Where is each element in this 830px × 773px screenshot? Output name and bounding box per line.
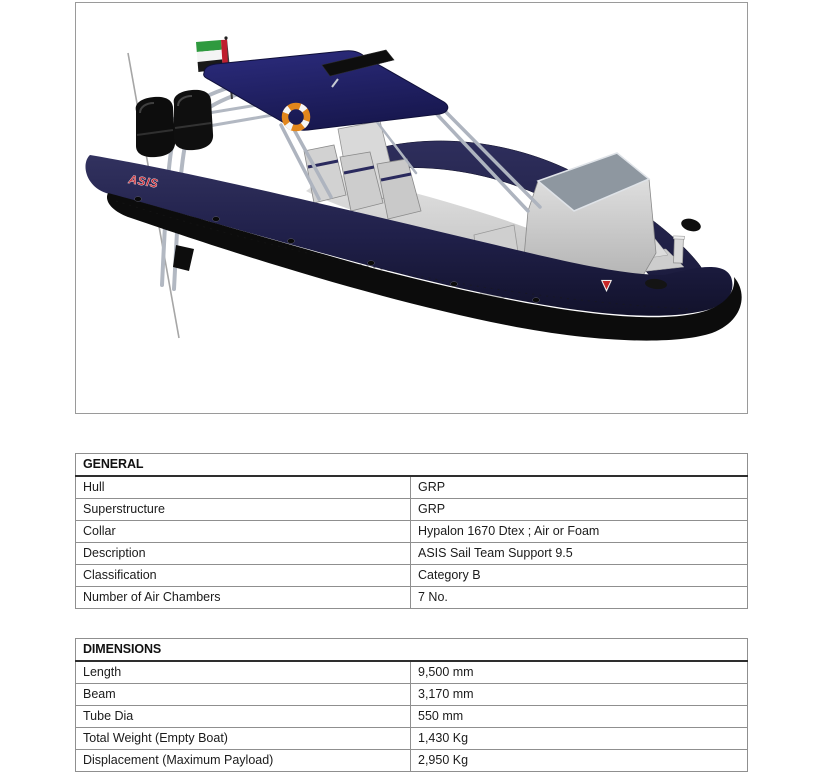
row-value: 1,430 Kg bbox=[411, 728, 748, 750]
row-value: GRP bbox=[411, 476, 748, 499]
t-top-canopy bbox=[204, 50, 448, 130]
row-label: Classification bbox=[76, 565, 411, 587]
table-row bbox=[76, 521, 748, 543]
row-value: ASIS Sail Team Support 9.5 bbox=[411, 543, 748, 565]
row-label: Displacement (Maximum Payload) bbox=[76, 750, 411, 772]
table-row bbox=[76, 476, 748, 499]
row-label: Tube Dia bbox=[76, 706, 411, 728]
outboard-engines bbox=[136, 90, 213, 157]
dimensions-table-title: DIMENSIONS bbox=[76, 639, 748, 662]
table-row bbox=[76, 587, 748, 609]
row-value: 2,950 Kg bbox=[411, 750, 748, 772]
boat-image-frame bbox=[75, 2, 748, 414]
general-table bbox=[75, 453, 748, 609]
row-value: GRP bbox=[411, 499, 748, 521]
row-label: Description bbox=[76, 543, 411, 565]
row-value: Hypalon 1670 Dtex ; Air or Foam bbox=[411, 521, 748, 543]
row-label: Total Weight (Empty Boat) bbox=[76, 728, 411, 750]
table-row bbox=[76, 728, 748, 750]
table-row bbox=[76, 661, 748, 684]
asis-logo-text: ASIS bbox=[127, 172, 160, 191]
table-header-row bbox=[76, 454, 748, 477]
row-label: Collar bbox=[76, 521, 411, 543]
row-label: Hull bbox=[76, 476, 411, 499]
table-row bbox=[76, 706, 748, 728]
row-value: 550 mm bbox=[411, 706, 748, 728]
row-value: 3,170 mm bbox=[411, 684, 748, 706]
table-row bbox=[76, 750, 748, 772]
boat-render bbox=[76, 3, 747, 413]
row-label: Number of Air Chambers bbox=[76, 587, 411, 609]
dimensions-table bbox=[75, 638, 748, 772]
row-value: 9,500 mm bbox=[411, 661, 748, 684]
table-row bbox=[76, 684, 748, 706]
row-value: Category B bbox=[411, 565, 748, 587]
table-row bbox=[76, 565, 748, 587]
row-value: 7 No. bbox=[411, 587, 748, 609]
engine-lower-unit bbox=[173, 245, 194, 271]
row-label: Beam bbox=[76, 684, 411, 706]
row-label: Superstructure bbox=[76, 499, 411, 521]
table-header-row bbox=[76, 639, 748, 662]
general-table-title: GENERAL bbox=[76, 454, 748, 477]
table-row bbox=[76, 499, 748, 521]
row-label: Length bbox=[76, 661, 411, 684]
table-row bbox=[76, 543, 748, 565]
